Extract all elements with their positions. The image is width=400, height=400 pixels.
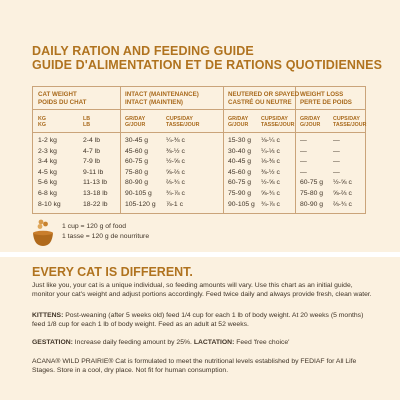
header-weight-loss: WEIGHT LOSS PERTE DE POIDS — [300, 91, 352, 107]
table-cell-intact-grams: 45-60 g — [125, 147, 149, 155]
lactation-text: Feed 'free choice' — [234, 339, 290, 346]
subheader-gr-day: GR/DAY G/JOUR — [125, 116, 146, 129]
table-cell-neutered-cups: ¼-⅓ c — [261, 147, 280, 155]
table-cell-loss-cups: ½-⅝ c — [333, 179, 352, 187]
table-cell-kg: 5-6 kg — [38, 179, 57, 187]
table-cell-intact-cups: ½-⅝ c — [166, 158, 185, 166]
subheader-gr-day: GR/DAY G/JOUR — [228, 116, 249, 129]
title-english: DAILY RATION AND FEEDING GUIDE — [32, 44, 254, 58]
table-cell-kg: 3-4 kg — [38, 158, 57, 166]
table-cell-neutered-grams: 30-40 g — [228, 147, 252, 155]
kittens-label: KITTENS: — [32, 312, 64, 319]
subheader-lb: LB LB — [83, 116, 91, 129]
header-neutered: NEUTERED OR SPAYED CASTRÉ OU NEUTRE — [228, 91, 300, 107]
table-cell-loss-cups: — — [333, 158, 340, 166]
table-cell-loss-cups: ⅔-¾ c — [333, 200, 352, 208]
every-cat-heading: EVERY CAT IS DIFFERENT. — [32, 265, 193, 279]
table-cell-intact-grams: 80-90 g — [125, 179, 149, 187]
table-cell-intact-grams: 75-80 g — [125, 168, 149, 176]
subheader-cups-day: CUPS/DAY TASSE/JOUR — [333, 116, 367, 129]
column-divider — [223, 87, 224, 213]
intro-paragraph: Just like you, your cat is a unique individual, so feeding amounts will vary. Use this chart as an initial guide, monitor your cat's weight and adjust portions accordingly. Feed twice daily and always provide fresh, clean water. — [32, 282, 372, 298]
header-cat-weight: CAT WEIGHT POIDS DU CHAT — [38, 91, 87, 107]
table-cell-intact-cups: ⅞-1 c — [166, 200, 183, 208]
table-cell-neutered-grams: 75-90 g — [228, 190, 252, 197]
table-cell-neutered-grams: 60-75 g — [228, 179, 252, 187]
gestation-label: GESTATION: — [32, 339, 73, 346]
table-cell-intact-grams: 105-120 g — [125, 200, 156, 208]
table-cell-intact-cups: ⅔-¾ c — [166, 179, 185, 187]
food-bowl-icon — [32, 218, 54, 248]
table-cell-neutered-cups: ¾-⅞ c — [261, 200, 280, 208]
table-cell-loss-grams: — — [300, 137, 307, 144]
subheader-divider — [33, 132, 365, 133]
table-cell-lb: 18-22 lb — [83, 200, 108, 208]
table-cell-lb: 9-11 lb — [83, 168, 104, 176]
table-cell-intact-grams: 30-45 g — [125, 137, 149, 144]
table-cell-neutered-cups: ½-⅝ c — [261, 179, 280, 187]
acana-paragraph: ACANA® WILD PRAIRIE® Cat is formulated to meet the nutritional levels established by FEDIAF for All Life Stages. Store in a cool, dry place. Not fit for human consumption. — [32, 358, 357, 374]
table-cell-neutered-grams: 40-45 g — [228, 158, 252, 166]
kittens-paragraph — [32, 312, 372, 329]
table-cell-neutered-cups: ⅛-¼ c — [261, 137, 280, 144]
table-cell-lb: 2-4 lb — [83, 137, 101, 144]
table-cell-kg: 8-10 kg — [38, 200, 61, 208]
kittens-text: Post-weaning (after 5 weeks old) feed 1/4 cup for each 1 lb of body weight. At 20 weeks (5 months) feed 1/8 cup for each 1 lb of body weight. Feed as an adult at 52 weeks. — [32, 312, 364, 328]
table-cell-intact-cups: ⅝-⅔ c — [166, 168, 185, 176]
feeding-table — [32, 86, 366, 214]
table-cell-neutered-cups: ⅝-¾ c — [261, 190, 280, 197]
table-cell-neutered-cups: ⅜-½ c — [261, 168, 280, 176]
table-cell-intact-cups: ⅜-½ c — [166, 147, 185, 155]
table-cell-kg: 4-5 kg — [38, 168, 57, 176]
table-cell-loss-cups: — — [333, 147, 340, 155]
header-divider — [33, 109, 365, 110]
cup-note-english: 1 cup = 120 g of food — [62, 223, 127, 230]
table-cell-loss-grams: — — [300, 168, 307, 176]
table-cell-loss-cups: — — [333, 168, 340, 176]
table-cell-kg: 6-8 kg — [38, 190, 57, 197]
table-cell-loss-grams: — — [300, 158, 307, 166]
table-cell-kg: 1-2 kg — [38, 137, 57, 144]
table-cell-loss-grams: 80-90 g — [300, 200, 324, 208]
column-divider — [120, 87, 121, 213]
header-intact: INTACT (MAINTENANCE) INTACT (MAINTIEN) — [125, 91, 199, 107]
table-cell-neutered-grams: 15-30 g — [228, 137, 252, 144]
table-cell-intact-cups: ¼-⅜ c — [166, 137, 185, 144]
subheader-kg: KG KG — [38, 116, 46, 129]
table-cell-loss-grams: 60-75 g — [300, 179, 324, 187]
table-cell-lb: 11-13 lb — [83, 179, 108, 187]
lactation-label: LACTATION: — [193, 339, 235, 346]
table-cell-intact-grams: 60-75 g — [125, 158, 149, 166]
subheader-gr-day: GR/DAY G/JOUR — [300, 116, 321, 129]
table-cell-intact-grams: 90-105 g — [125, 190, 152, 197]
table-cell-intact-cups: ¾-⅞ c — [166, 190, 185, 197]
table-cell-lb: 7-9 lb — [83, 158, 101, 166]
every-cat-section — [0, 257, 400, 400]
table-cell-lb: 13-18 lb — [83, 190, 108, 197]
gestation-paragraph — [32, 339, 372, 348]
table-cell-neutered-grams: 90-105 g — [228, 200, 255, 208]
table-cell-neutered-cups: ⅓-⅜ c — [261, 158, 280, 166]
table-cell-kg: 2-3 kg — [38, 147, 57, 155]
table-cell-neutered-grams: 45-60 g — [228, 168, 252, 176]
cup-note-french: 1 tasse = 120 g de nourriture — [62, 233, 150, 240]
table-cell-loss-grams: — — [300, 147, 307, 155]
subheader-cups-day: CUPS/DAY TASSE/JOUR — [261, 116, 295, 129]
title-french: GUIDE D'ALIMENTATION ET DE RATIONS QUOTIDIENNES — [32, 58, 383, 72]
gestation-text: Increase daily feeding amount by 25%. — [72, 339, 194, 346]
table-cell-lb: 4-7 lb — [83, 147, 101, 155]
table-cell-loss-cups: ⅝-⅔ c — [333, 190, 352, 197]
table-cell-loss-cups: — — [333, 137, 340, 144]
table-cell-loss-grams: 75-80 g — [300, 190, 324, 197]
subheader-cups-day: CUPS/DAY TASSE/JOUR — [166, 116, 200, 129]
